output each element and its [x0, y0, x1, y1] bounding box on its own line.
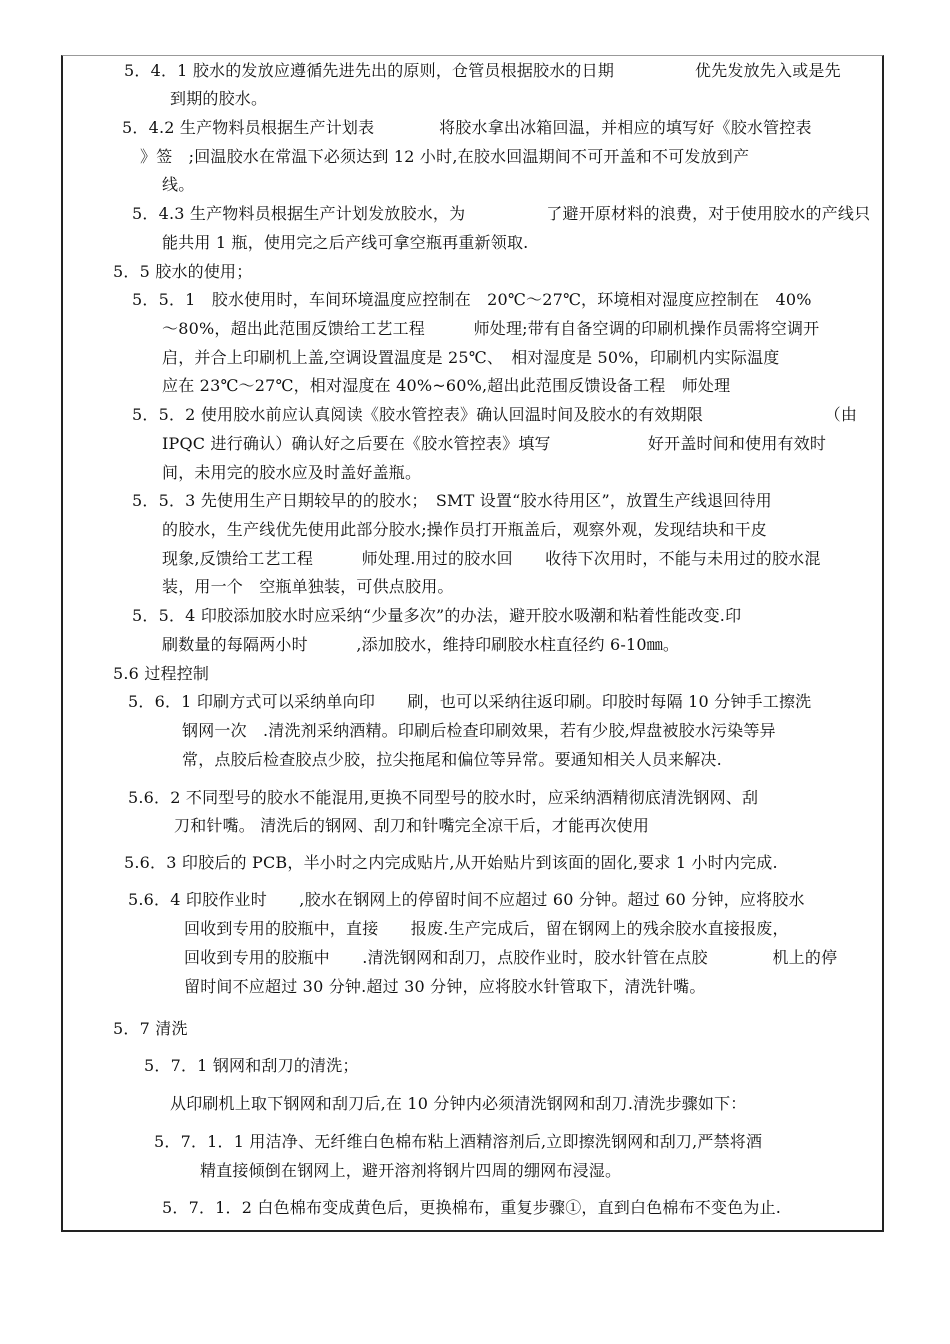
- text-line: 5．4．1 胶水的发放应遵循先进先出的原则，仓管员根据胶水的日期 优先发放先入或是先: [124, 61, 841, 80]
- section-heading: 5.6 过程控制: [113, 664, 210, 683]
- section-heading: 5．7 清洗: [113, 1019, 188, 1038]
- text-line: 刷数量的每隔两小时 ,添加胶水，维持印刷胶水柱直径约 6-10㎜。: [162, 635, 680, 654]
- text-line: 5．5．2 使用胶水前应认真阅读《胶水管控表》确认回温时间及胶水的有效期限 （由: [132, 405, 858, 424]
- text-line: 5．7．1．2 白色棉布变成黄色后，更换棉布，重复步骤①，直到白色棉布不变色为止.: [162, 1198, 782, 1217]
- text-line: 常，点胶后检查胶点少胶，拉尖拖尾和偏位等异常。要通知相关人员来解决.: [182, 750, 722, 769]
- text-line: 5.6．2 不同型号的胶水不能混用,更换不同型号的胶水时，应采纳酒精彻底清洗钢网、刮: [128, 788, 759, 807]
- section-heading: 5．5 胶水的使用；: [113, 262, 253, 281]
- text-line: 5.6．3 印胶后的 PCB，半小时之内完成贴片,从开始贴片到该面的固化,要求 1 小时内完成.: [124, 853, 778, 872]
- text-line: 装，用一个 空瓶单独装，可供点胶用。: [162, 577, 454, 596]
- text-line: 5．4.3 生产物料员根据生产计划发放胶水，为 了避开原材料的浪费，对于使用胶水的产线只: [132, 204, 871, 223]
- text-line: 刀和针嘴。 清洗后的钢网、刮刀和针嘴完全凉干后，才能再次使用: [174, 816, 650, 835]
- text-line: 回收到专用的胶瓶中 .清洗钢网和刮刀，点胶作业时，胶水针管在点胶 机上的停: [184, 948, 838, 967]
- text-line: 5.6．4 印胶作业时 ,胶水在钢网上的停留时间不应超过 60 分钟。超过 60 分钟，应将胶水: [128, 890, 805, 909]
- text-line: 5．5．4 印胶添加胶水时应采纳“少量多次”的办法，避开胶水吸潮和粘着性能改变.印: [132, 606, 742, 625]
- text-line: 》签 ;回温胶水在常温下必须达到 12 小时,在胶水回温期间不可开盖和不可发放到产: [140, 147, 750, 166]
- text-line: 现象,反馈给工艺工程 师处理.用过的胶水回 收待下次用时，不能与未用过的胶水混: [162, 549, 821, 568]
- text-line: 留时间不应超过 30 分钟.超过 30 分钟，应将胶水针管取下，清洗针嘴。: [184, 977, 706, 996]
- text-line: 启，并合上印刷机上盖,空调设置温度是 25℃、 相对湿度是 50%，印刷机内实际温度: [162, 348, 780, 367]
- text-line: 钢网一次 .清洗剂采纳酒精。印刷后检查印刷效果，若有少胶,焊盘被胶水污染等异: [182, 721, 776, 740]
- text-line: 的胶水，生产线优先使用此部分胶水;操作员打开瓶盖后，观察外观，发现结块和干皮: [162, 520, 767, 539]
- text-line: ～80%，超出此范围反馈给工艺工程 师处理;带有自备空调的印刷机操作员需将空调开: [162, 319, 820, 338]
- text-line: 到期的胶水。: [170, 89, 268, 108]
- text-line: 5．5．1 胶水使用时，车间环境温度应控制在 20℃～27℃，环境相对湿度应控制在 40%: [132, 290, 812, 309]
- text-line: 线。: [162, 175, 195, 194]
- text-line: 5．6．1 印刷方式可以采纳单向印 刷，也可以采纳往返印刷。印胶时每隔 10 分钟手工擦洗: [128, 692, 812, 711]
- text-line: 能共用 1 瓶，使用完之后产线可拿空瓶再重新领取.: [162, 233, 529, 252]
- text-line: 5．4.2 生产物料员根据生产计划表 将胶水拿出冰箱回温，并相应的填写好《胶水管控表: [122, 118, 812, 137]
- text-line: IPQC 进行确认）确认好之后要在《胶水管控表》填写 好开盖时间和使用有效时: [162, 434, 827, 453]
- text-line: 间，未用完的胶水应及时盖好盖瓶。: [162, 463, 422, 482]
- text-line: 5．5．3 先使用生产日期较早的的胶水； SMT 设置“胶水待用区”，放置生产线退回待用: [132, 491, 772, 510]
- text-line: 精直接倾倒在钢网上，避开溶剂将钢片四周的绷网布浸湿。: [200, 1161, 622, 1180]
- text-line: 5．7．1．1 用洁净、无纤维白色棉布粘上酒精溶剂后,立即擦洗钢网和刮刀,严禁将酒: [154, 1132, 763, 1151]
- text-line: 5．7．1 钢网和刮刀的清洗；: [144, 1056, 359, 1075]
- text-line: 回收到专用的胶瓶中，直接 报废.生产完成后，留在钢网上的残余胶水直接报废，: [184, 919, 789, 938]
- text-line: 应在 23℃～27℃，相对湿度在 40%~60%,超出此范围反馈设备工程 师处理: [162, 376, 731, 395]
- text-line: 从印刷机上取下钢网和刮刀后,在 10 分钟内必须清洗钢网和刮刀.清洗步骤如下：: [170, 1094, 747, 1113]
